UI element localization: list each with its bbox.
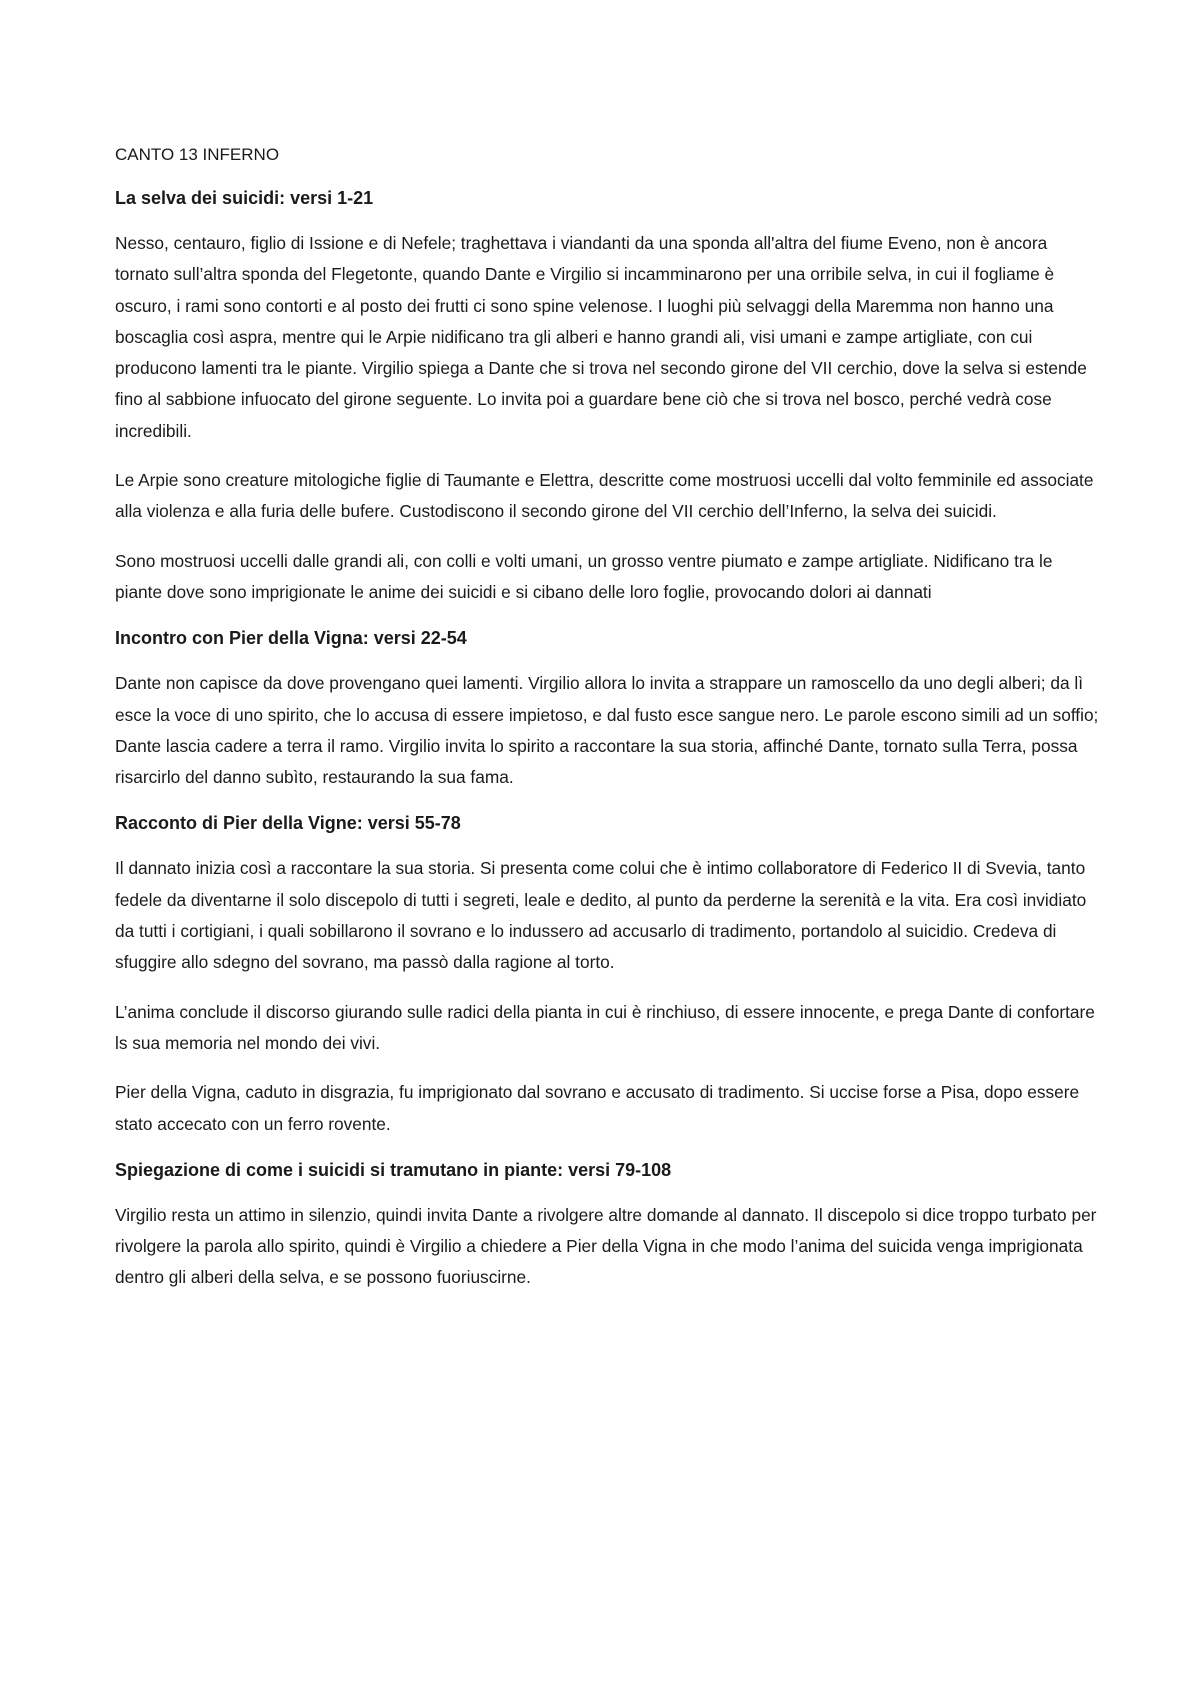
section-racconto-pier-della-vigne [115,811,1100,1139]
paragraph: Virgilio resta un attimo in silenzio, quindi invita Dante a rivolgere altre domande al dannato. Il discepolo si dice troppo turbato per rivolgere la parola allo spirito, quindi è Virgilio a chiedere a Pier della Vigna in che modo l’anima del suicida venga imprigionata dentro gli alberi della selva, e se possono fuoriuscirne. [115,1204,1097,1288]
section-heading: La selva dei suicidi: versi 1-21 [115,188,374,208]
section-spiegazione-suicidi-piante [115,1158,1100,1294]
section-selva-dei-suicidi [115,186,1100,608]
document-page [115,144,1100,1312]
paragraph: Pier della Vigna, caduto in disgrazia, fu imprigionato dal sovrano e accusato di tradimento. Si uccise forse a Pisa, dopo essere stato accecato con un ferro rovente. [115,1082,1080,1134]
section-heading: Racconto di Pier della Vigne: versi 55-78 [115,813,461,834]
paragraph: Nesso, centauro, figlio di Issione e di Nefele; traghettava i viandanti da una sponda all'altra del fiume Eveno, non è ancora tornato sull’altra sponda del Flegetonte, quando Dante e Virgilio si incamminarono per una orribile selva, in cui il fogliame è oscuro, i rami sono contorti e al posto dei frutti ci sono spine velenose. I luoghi più selvaggi della Maremma non hanno una boscaglia così aspra, mentre qui le Arpie nidificano tra gli alberi e hanno grandi ali, visi umani e zampe artigliate, con cui producono lamenti tra le piante. Virgilio spiega a Dante che si trova nel secondo girone del VII cerchio, dove la selva si estende fino al sabbione infuocato del girone seguente. Lo invita poi a guardare bene ciò che si trova nel bosco, perché vedrà cose incredibili. [115,233,1087,441]
paragraph: Le Arpie sono creature mitologiche figlie di Taumante e Elettra, descritte come mostruosi uccelli dal volto femminile ed associate alla violenza e alla furia delle bufere. Custodiscono il secondo girone del VII cerchio dell’Inferno, la selva dei suicidi. [115,470,1094,522]
paragraph: Dante non capisce da dove provengano quei lamenti. Virgilio allora lo invita a strappare un ramoscello da uno degli alberi; da lì esce la voce di uno spirito, che lo accusa di essere impietoso, e dal fusto esce sangue nero. Le parole escono simili ad un soffio; Dante lascia cadere a terra il ramo. Virgilio invita lo spirito a raccontare la sua storia, affinché Dante, tornato sulla Terra, possa risarcirlo del danno subìto, restaurando la sua fama. [115,673,1099,788]
section-heading: Spiegazione di come i suicidi si tramutano in piante: versi 79-108 [115,1159,672,1180]
paragraph: Sono mostruosi uccelli dalle grandi ali, con colli e volti umani, un grosso ventre piumato e zampe artigliate. Nidificano tra le piante dove sono imprigionate le anime dei suicidi e si cibano delle loro foglie, provocando dolori ai dannati [115,550,1053,602]
paragraph: L’anima conclude il discorso giurando sulle radici della pianta in cui è rinchiuso, di essere innocente, e prega Dante di confortare ls sua memoria nel mondo dei vivi. [115,1001,1095,1053]
section-incontro-pier-della-vigna [115,626,1100,793]
section-heading: Incontro con Pier della Vigna: versi 22-54 [115,628,467,649]
paragraph: Il dannato inizia così a raccontare la sua storia. Si presenta come colui che è intimo collaboratore di Federico II di Svevia, tanto fedele da diventarne il solo discepolo di tutti i segreti, leale e dedito, al punto da perderne la serenità e la vita. Era così invidiato da tutti i cortigiani, i quali sobillarono il sovrano e lo indussero ad accusarlo di tradimento, portandolo al suicidio. Credeva di sfuggire allo sdegno del sovrano, ma passò dalla ragione al torto. [115,858,1087,973]
document-title: CANTO 13 INFERNO [115,145,280,164]
